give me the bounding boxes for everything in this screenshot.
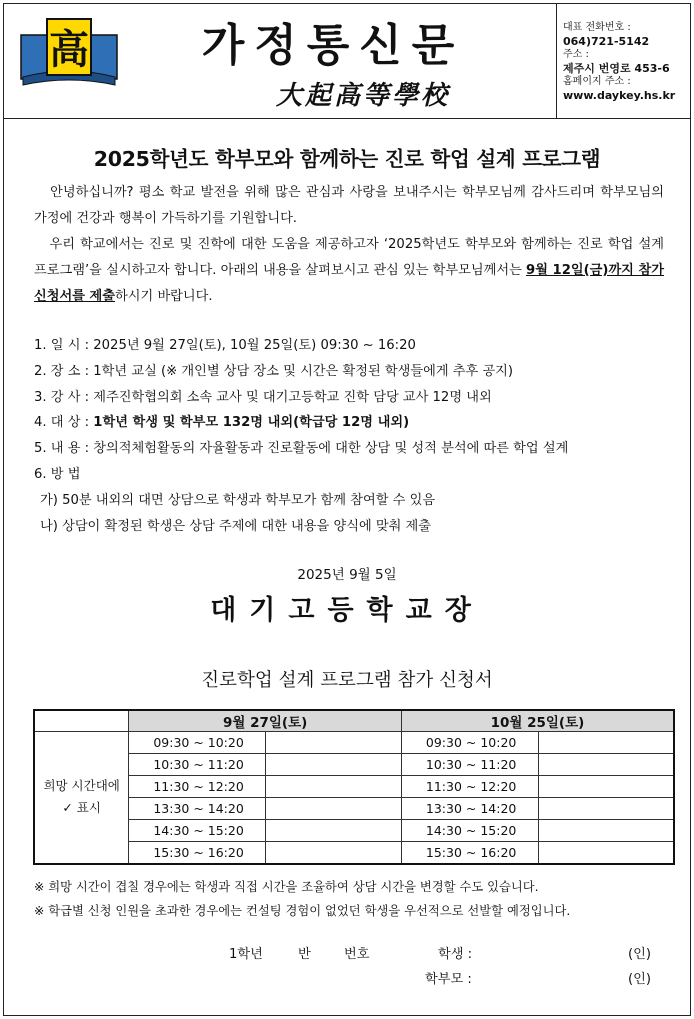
deadline-text: 9월 12일(금)까지 참가 신청서를 제출 — [34, 263, 664, 304]
program-text: 우리 학교에서는 진로 및 진학에 대한 도움을 제공하고자 ‘2025학년도 학부모와 함께하는 진로 학업 설계 프로그램’을 실시하고자 합니다. 아래의 내용을 살펴보시고 관심 있는 학부모님께서는 — [34, 237, 665, 278]
table-row — [34, 842, 674, 864]
note-capacity: ※ 학급별 신청 인원을 초과한 경우에는 컨설팅 경험이 없었던 학생을 우선적으로 선발할 예정입니다. — [34, 903, 571, 918]
principal-signature: 대기고등학교장 — [210, 595, 484, 626]
student-seal: (인) — [628, 947, 652, 962]
table-header-row — [34, 710, 674, 732]
row-label-line1: 희망 시간대에 — [43, 778, 120, 794]
day2-slot: 10:30 ~ 11:20 — [401, 754, 538, 776]
day2-slot: 14:30 ~ 15:20 — [401, 820, 538, 842]
day2-check-cell[interactable] — [538, 820, 674, 842]
form-notes — [34, 876, 674, 923]
day2-check-cell[interactable] — [538, 754, 674, 776]
table-corner — [34, 710, 129, 732]
day1-check-cell[interactable] — [266, 776, 402, 798]
day1-slot: 11:30 ~ 12:20 — [129, 776, 266, 798]
student-label[interactable]: 학생 : — [438, 947, 473, 962]
day1-slot: 13:30 ~ 14:20 — [129, 798, 266, 820]
day1-check-cell[interactable] — [266, 732, 402, 754]
program-details — [34, 333, 674, 539]
detail-method: 6. 방 법 — [34, 466, 81, 482]
document-title: 2025학년도 학부모와 함께하는 진로 학업 설계 프로그램 — [93, 147, 601, 171]
logo-character: 高 — [49, 26, 89, 73]
detail-target — [34, 410, 674, 436]
table-row — [34, 798, 674, 820]
greeting-paragraph — [34, 180, 664, 232]
issue-date: 2025년 9월 5일 — [297, 567, 397, 583]
table-row — [34, 732, 674, 754]
newsletter-header — [3, 3, 691, 119]
homepage-url: www.daykey.hs.kr — [563, 88, 676, 102]
day1-slot: 15:30 ~ 16:20 — [129, 842, 266, 864]
day2-check-cell[interactable] — [538, 732, 674, 754]
row-label-line2: ✓ 표시 — [62, 800, 101, 816]
program-text-end: 하시기 바랍니다. — [115, 289, 213, 304]
day2-slot: 09:30 ~ 10:20 — [401, 732, 538, 754]
day1-slot: 09:30 ~ 10:20 — [129, 732, 266, 754]
detail-content: 5. 내 용 : 창의적체험활동의 자율활동과 진로활동에 대한 상담 및 성적 분석에 따른 학업 설계 — [34, 441, 569, 457]
school-name: 大起高等學校 — [275, 81, 450, 111]
detail-method-b: 나) 상담이 확정된 학생은 상담 주제에 대한 내용을 양식에 맞춰 제출 — [40, 518, 432, 534]
homepage-label: 홈페이지 주소 : — [563, 76, 631, 87]
detail-date: 1. 일 시 : 2025년 9월 27일(토), 10월 25일(토) 09:30 ~ 16:20 — [34, 338, 416, 353]
day1-check-cell[interactable] — [266, 842, 402, 864]
detail-target-label: 4. 대 상 : — [34, 415, 94, 431]
number-label[interactable]: 번호 — [344, 947, 370, 962]
class-label[interactable]: 반 — [298, 947, 311, 962]
grade-label: 1학년 — [229, 947, 263, 962]
address-label: 주소 : — [563, 49, 589, 60]
day1-slot: 10:30 ~ 11:20 — [129, 754, 266, 776]
day1-check-cell[interactable] — [266, 798, 402, 820]
day2-check-cell[interactable] — [538, 798, 674, 820]
table-row — [34, 820, 674, 842]
day1-check-cell[interactable] — [266, 754, 402, 776]
day2-slot: 15:30 ~ 16:20 — [401, 842, 538, 864]
day1-header: 9월 27일(토) — [129, 710, 402, 732]
row-label — [34, 732, 129, 864]
parent-seal: (인) — [628, 972, 652, 987]
day2-check-cell[interactable] — [538, 776, 674, 798]
form-title: 진로학업 설계 프로그램 참가 신청서 — [201, 670, 493, 691]
table-row — [34, 754, 674, 776]
phone-label: 대표 전화번호 : — [563, 22, 631, 33]
address: 제주시 번영로 453-6 — [563, 61, 670, 75]
note-schedule-overlap: ※ 희망 시간이 겹칠 경우에는 학생과 직접 시간을 조율하여 상담 시간을 변경할 수도 있습니다. — [34, 880, 539, 894]
day1-slot: 14:30 ~ 15:20 — [129, 820, 266, 842]
parent-label[interactable]: 학부모 : — [425, 972, 472, 987]
day2-header: 10월 25일(토) — [401, 710, 674, 732]
day2-check-cell[interactable] — [538, 842, 674, 864]
day1-check-cell[interactable] — [266, 820, 402, 842]
phone-number: 064)721-5142 — [563, 34, 650, 48]
application-table — [33, 709, 675, 865]
school-logo — [19, 13, 119, 89]
newsletter-title: 가정통신문 — [201, 20, 465, 71]
detail-place: 2. 장 소 : 1학년 교실 (※ 개인별 상담 장소 및 시간은 확정된 학생들에게 추후 공지) — [34, 363, 514, 379]
contact-info — [556, 3, 691, 119]
detail-instructor: 3. 강 사 : 제주진학협의회 소속 교사 및 대기고등학교 진학 담당 교사 12명 내외 — [34, 389, 492, 405]
detail-method-a: 가) 50분 내외의 대면 상담으로 학생과 학부모가 함께 참여할 수 있음 — [40, 492, 436, 508]
day2-slot: 11:30 ~ 12:20 — [401, 776, 538, 798]
day2-slot: 13:30 ~ 14:20 — [401, 798, 538, 820]
table-row — [34, 776, 674, 798]
greeting-text: 안녕하십니까? 평소 학교 발전을 위해 많은 관심과 사랑을 보내주시는 학부모님께 감사드리며 학부모님의 가정에 건강과 행복이 가득하기를 기원합니다. — [34, 185, 665, 226]
detail-target-value: 1학년 학생 및 학부모 132명 내외(학급당 12명 내외) — [93, 415, 410, 431]
program-paragraph — [34, 232, 664, 310]
